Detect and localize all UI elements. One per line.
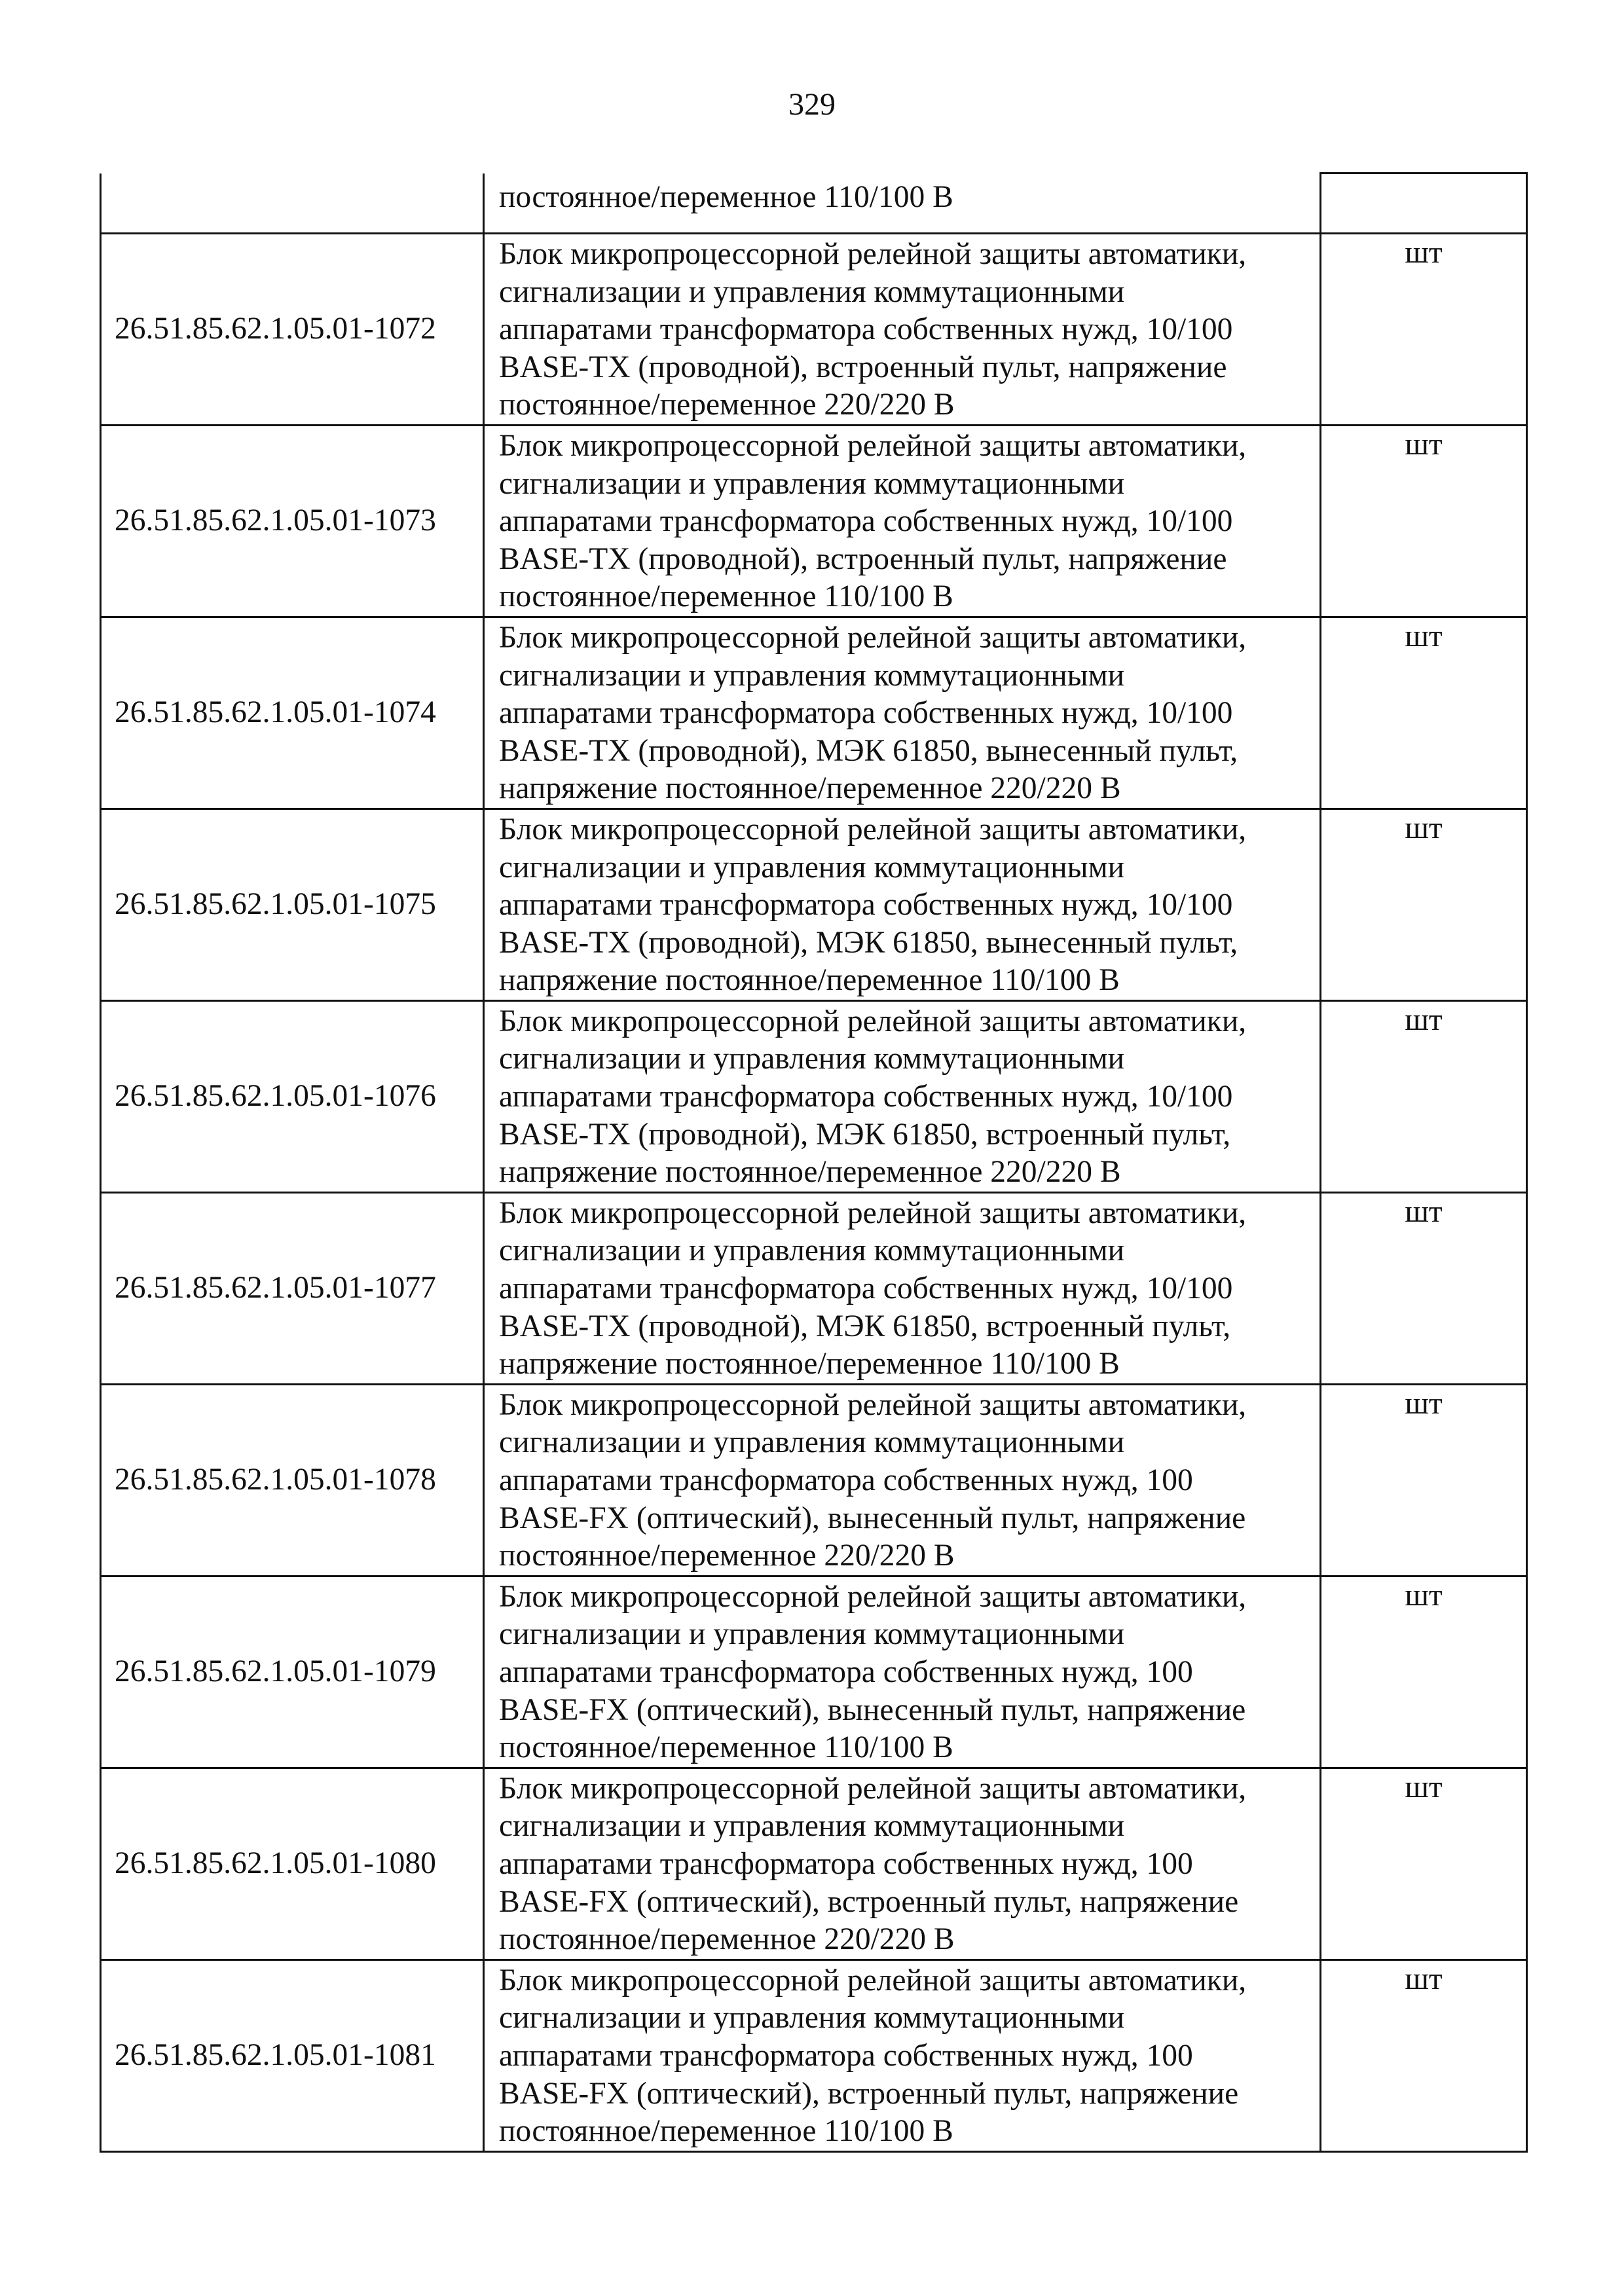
description-line: сигнализации и управления коммутационными [499,274,1125,309]
item-code-cell: 26.51.85.62.1.05.01-1079 [101,1576,484,1768]
item-code-cell: 26.51.85.62.1.05.01-1080 [101,1768,484,1959]
item-description-cell [484,617,1321,809]
item-code-cell: 26.51.85.62.1.05.01-1073 [101,425,484,617]
description-line: аппаратами трансформатора собственных нужд, 10/100 [499,504,1233,539]
catalog-table [100,172,1528,2153]
description-line: BASE-TX (проводной), МЭК 61850, вынесенный пульт, [499,925,1238,960]
description-line: постоянное/переменное 220/220 В [499,388,955,422]
item-description-cell [484,1768,1321,1959]
item-description-cell [484,425,1321,617]
item-description-cell [484,1576,1321,1768]
continuation-unit-cell [1321,173,1527,234]
description-line: напряжение постоянное/переменное 220/220 В [499,771,1121,806]
item-unit-cell: шт [1321,1000,1527,1192]
description-line: сигнализации и управления коммутационными [499,850,1125,884]
item-unit-cell: шт [1321,1768,1527,1959]
description-line: напряжение постоянное/переменное 110/100 В [499,1347,1120,1381]
description-line: постоянное/переменное 220/220 В [499,1539,955,1573]
page-number: 329 [788,87,836,122]
description-line: BASE-TX (проводной), встроенный пульт, напряжение [499,541,1227,576]
item-code-cell: 26.51.85.62.1.05.01-1075 [101,809,484,1000]
description-line: аппаратами трансформатора собственных нужд, 100 [499,2038,1193,2073]
item-unit-cell: шт [1321,1192,1527,1384]
item-description-cell [484,809,1321,1000]
description-line: Блок микропроцессорной релейной защиты автоматики, [499,237,1247,271]
catalog-table-body [101,173,1527,2152]
item-code-cell: 26.51.85.62.1.05.01-1072 [101,234,484,426]
item-description-cell [484,234,1321,426]
item-code-cell: 26.51.85.62.1.05.01-1078 [101,1384,484,1576]
description-line: BASE-TX (проводной), МЭК 61850, вынесенный пульт, [499,733,1238,768]
description-line: BASE-FX (оптический), вынесенный пульт, напряжение [499,1692,1246,1727]
description-line: сигнализации и управления коммутационными [499,1809,1125,1844]
description-line: BASE-FX (оптический), встроенный пульт, напряжение [499,1884,1239,1919]
item-code-cell: 26.51.85.62.1.05.01-1081 [101,1959,484,2151]
description-line: BASE-TX (проводной), МЭК 61850, встроенный пульт, [499,1309,1231,1343]
item-code-cell: 26.51.85.62.1.05.01-1076 [101,1000,484,1192]
description-line: постоянное/переменное 110/100 В [499,579,953,614]
description-line: напряжение постоянное/переменное 220/220 В [499,1155,1121,1190]
item-unit-cell: шт [1321,1384,1527,1576]
item-unit-cell: шт [1321,809,1527,1000]
table-row [101,809,1527,1000]
description-line: сигнализации и управления коммутационными [499,2001,1125,2035]
item-description-cell [484,1192,1321,1384]
continuation-description-cell [484,173,1321,234]
description-line: сигнализации и управления коммутационными [499,658,1125,693]
description-line: сигнализации и управления коммутационными [499,1425,1125,1460]
description-line: Блок микропроцессорной релейной защиты автоматики, [499,428,1247,463]
description-line: Блок микропроцессорной релейной защиты автоматики, [499,1004,1247,1038]
continuation-row [101,173,1527,234]
description-line: сигнализации и управления коммутационными [499,1617,1125,1652]
table-row [101,617,1527,809]
table-row [101,425,1527,617]
description-line: сигнализации и управления коммутационными [499,466,1125,501]
description-line: Блок микропроцессорной релейной защиты автоматики, [499,1195,1247,1230]
description-line: постоянное/переменное 220/220 В [499,1922,955,1957]
item-unit-cell: шт [1321,1959,1527,2151]
item-unit-cell: шт [1321,1576,1527,1768]
table-row [101,1384,1527,1576]
item-unit-cell: шт [1321,234,1527,426]
description-line: сигнализации и управления коммутационными [499,1042,1125,1076]
description-line: BASE-TX (проводной), встроенный пульт, напряжение [499,350,1227,384]
table-row [101,1000,1527,1192]
item-code-cell: 26.51.85.62.1.05.01-1074 [101,617,484,809]
item-description-cell [484,1000,1321,1192]
description-line: BASE-TX (проводной), МЭК 61850, встроенный пульт, [499,1117,1231,1152]
description-line: Блок микропроцессорной релейной защиты автоматики, [499,1963,1247,1997]
description-line: аппаратами трансформатора собственных нужд, 10/100 [499,1271,1233,1306]
description-line: BASE-FX (оптический), встроенный пульт, напряжение [499,2076,1239,2111]
item-description-cell [484,1384,1321,1576]
description-line: Блок микропроцессорной релейной защиты автоматики, [499,1771,1247,1806]
table-row [101,1192,1527,1384]
description-line: постоянное/переменное 110/100 В [499,1730,953,1765]
description-line: аппаратами трансформатора собственных нужд, 10/100 [499,888,1233,922]
table-row [101,1959,1527,2151]
description-line: Блок микропроцессорной релейной защиты автоматики, [499,620,1247,655]
item-code-cell: 26.51.85.62.1.05.01-1077 [101,1192,484,1384]
item-unit-cell: шт [1321,425,1527,617]
description-line: аппаратами трансформатора собственных нужд, 100 [499,1463,1193,1497]
description-line: аппаратами трансформатора собственных нужд, 100 [499,1846,1193,1881]
table-row [101,1576,1527,1768]
description-line: аппаратами трансформатора собственных нужд, 100 [499,1654,1193,1689]
description-line: постоянное/переменное 110/100 В [499,179,953,214]
description-line: аппаратами трансформатора собственных нужд, 10/100 [499,696,1233,731]
item-unit-cell: шт [1321,617,1527,809]
description-line: постоянное/переменное 110/100 В [499,2114,953,2149]
description-line: Блок микропроцессорной релейной защиты автоматики, [499,1387,1247,1422]
description-line: напряжение постоянное/переменное 110/100 В [499,963,1120,998]
table-row [101,1768,1527,1959]
description-line: Блок микропроцессорной релейной защиты автоматики, [499,1579,1247,1614]
description-line: аппаратами трансформатора собственных нужд, 10/100 [499,312,1233,347]
continuation-code-cell [101,173,484,234]
description-line: сигнализации и управления коммутационными [499,1233,1125,1268]
description-line: Блок микропроцессорной релейной защиты автоматики, [499,812,1247,847]
table-row [101,234,1527,426]
description-line: BASE-FX (оптический), вынесенный пульт, напряжение [499,1501,1246,1535]
description-line: аппаратами трансформатора собственных нужд, 10/100 [499,1080,1233,1114]
item-description-cell [484,1959,1321,2151]
